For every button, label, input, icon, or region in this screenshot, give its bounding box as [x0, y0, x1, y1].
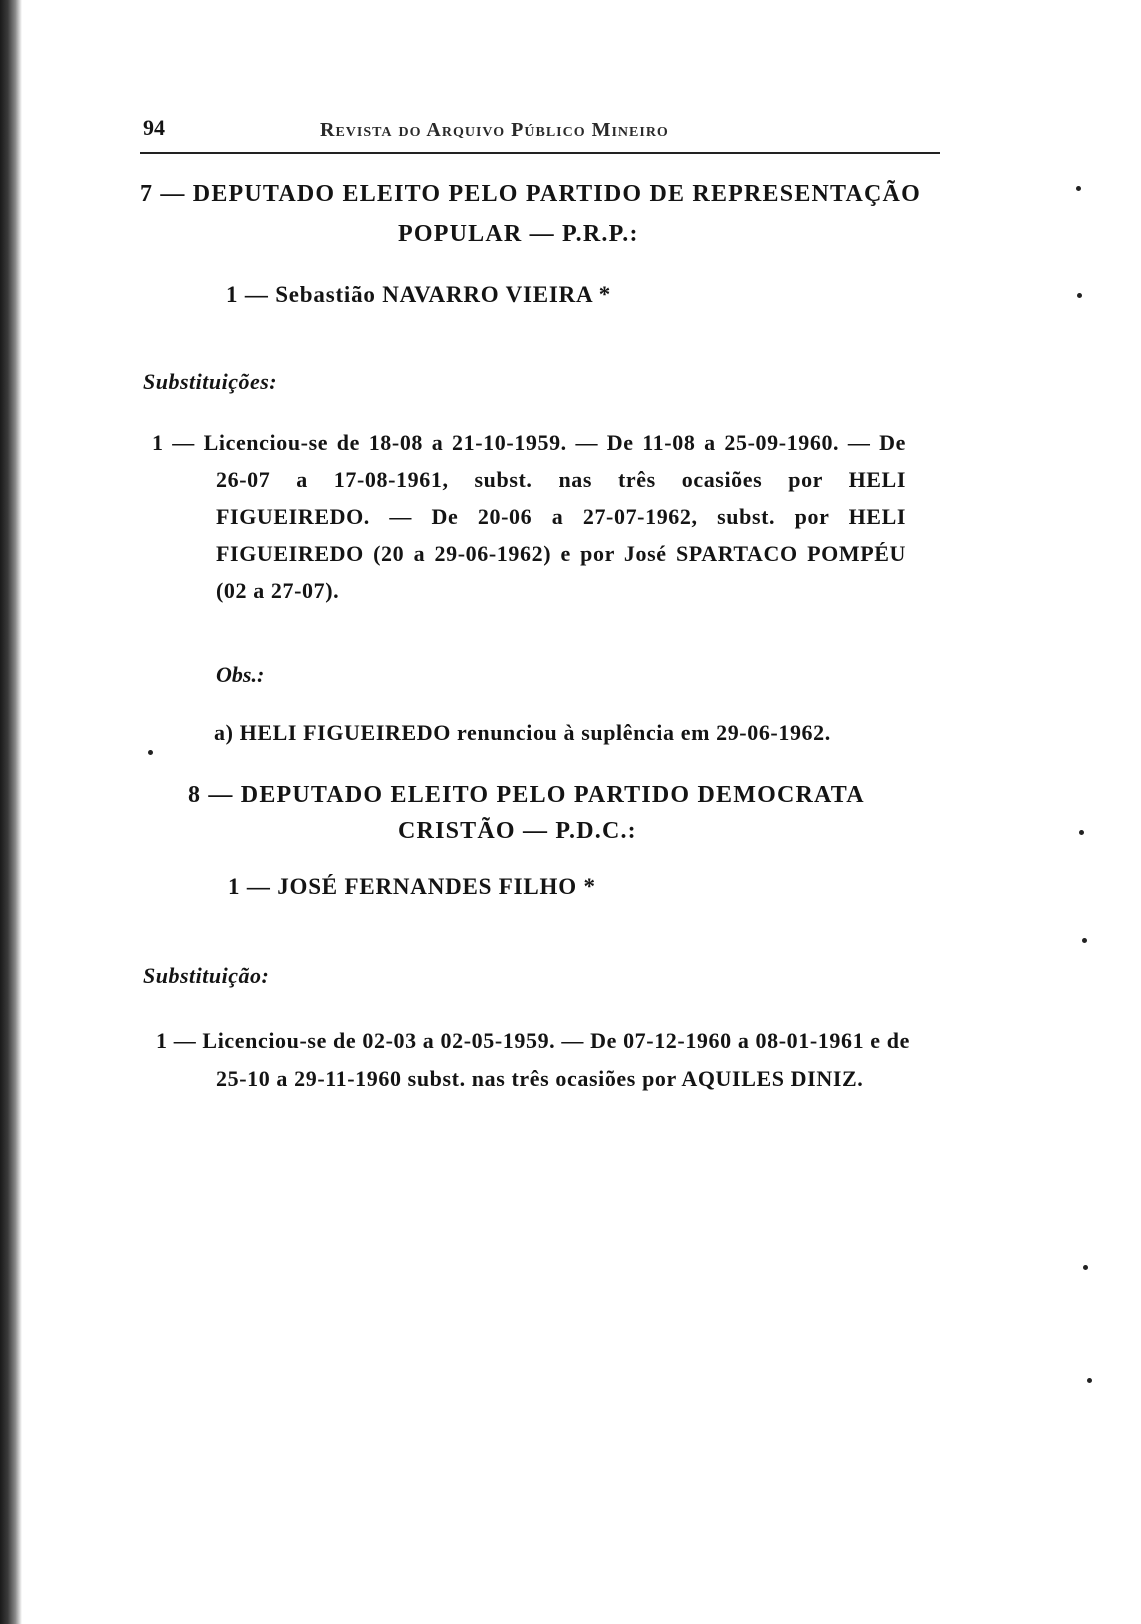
scan-speck [148, 750, 153, 755]
section-7-substitutions-body: 1 — Licenciou-se de 18-08 a 21-10-1959. — De 11-08 a 25-09-1960. — De 26-07 a 17-08-1961, subst. nas três ocasiões por HELI FIGUEIREDO. — De 20-06 a 27-07-1962, subst. por HELI FIGUEIREDO (20 a 29-06-1962) e por José SPARTACO POMPÉU (02 a 27-07). [152, 430, 906, 603]
scan-speck [1076, 186, 1081, 191]
section-8-substitution-body: 1 — Licenciou-se de 02-03 a 02-05-1959. — De 07-12-1960 a 08-01-1961 e de 25-10 a 29-11-1960 subst. nas três ocasiões por AQUILES DINIZ. [156, 1028, 910, 1091]
section-8-substitution-text [156, 1022, 910, 1098]
section-7-substitutions-text [152, 424, 906, 609]
header-rule [140, 152, 940, 154]
running-header: Revista do Arquivo Público Mineiro [320, 119, 669, 141]
section-7-member: 1 — Sebastião NAVARRO VIEIRA * [226, 282, 612, 307]
scan-speck [1079, 830, 1084, 835]
section-8-member: 1 — JOSÉ FERNANDES FILHO * [228, 874, 596, 899]
page-number: 94 [143, 115, 165, 140]
section-7-heading-line-2: POPULAR — P.R.P.: [398, 221, 639, 247]
section-8-heading-line-2: CRISTÃO — P.D.C.: [398, 818, 637, 844]
scan-speck [1077, 293, 1082, 298]
section-8-substitution-label: Substituição: [143, 963, 270, 988]
scan-speck [1087, 1378, 1092, 1383]
scan-binding-edge [0, 0, 22, 1624]
section-7-obs-label: Obs.: [216, 662, 265, 687]
section-8-heading-line-1: 8 — DEPUTADO ELEITO PELO PARTIDO DEMOCRATA [188, 782, 865, 808]
scan-speck [1083, 1265, 1088, 1270]
scan-speck [1082, 938, 1087, 943]
section-7-obs-text: a) HELI FIGUEIREDO renunciou à suplência em 29-06-1962. [214, 720, 831, 745]
section-7-substitutions-label: Substituições: [143, 369, 278, 394]
section-7-heading-line-1: 7 — DEPUTADO ELEITO PELO PARTIDO DE REPRESENTAÇÃO [140, 181, 921, 207]
